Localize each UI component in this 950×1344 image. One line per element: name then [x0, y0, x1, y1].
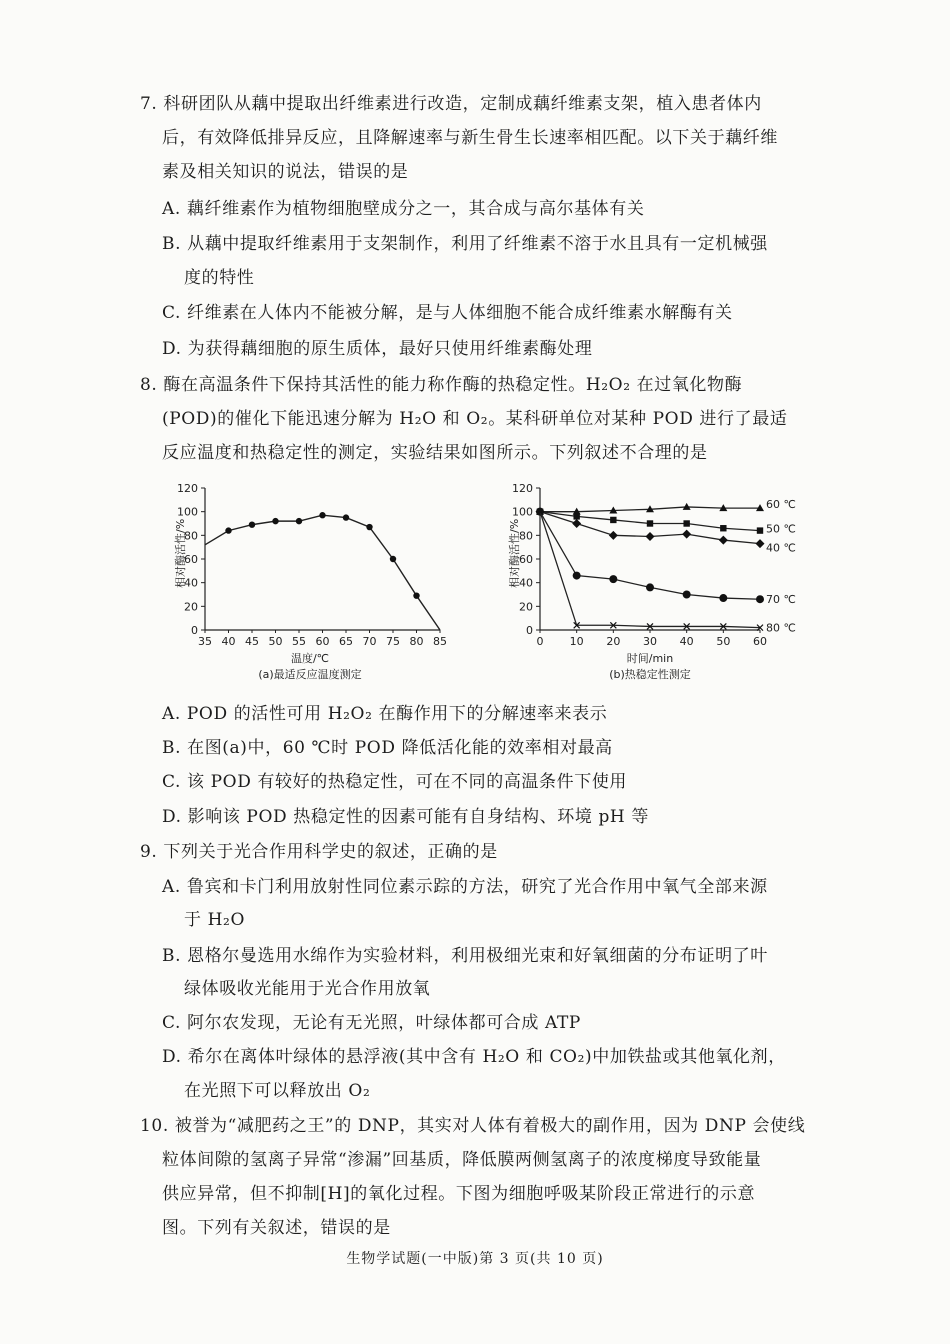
- chart-b-xtick-label: 30: [643, 635, 657, 648]
- chart-a-xtick-label: 45: [245, 635, 259, 648]
- chart-a-xlabel: 温度/℃: [290, 652, 330, 665]
- chart-b-point: [646, 583, 654, 591]
- chart-b-point: [756, 595, 764, 603]
- chart-b-ytick-label: 0: [526, 624, 533, 637]
- chart-b-point: [572, 519, 581, 528]
- chart-b-point: [646, 532, 655, 541]
- chart-b-ytick-label: 120: [512, 482, 533, 495]
- chart-b-xtick-label: 10: [569, 635, 584, 648]
- chart-a-xtick-label: 85: [433, 635, 447, 648]
- chart-a-ylabel: 相对酶活性/%: [174, 518, 187, 588]
- chart-b-title: (b)热稳定性测定: [609, 668, 691, 681]
- chart-b-point: [683, 520, 689, 526]
- q8-line-2: (POD)的催化下能迅速分解为 H₂O 和 O₂。某科研单位对某种 POD 进行了最适: [162, 409, 788, 429]
- q9-option-b: B. 恩格尔曼选用水绵作为实验材料，利用极细光束和好氧细菌的分布证明了叶: [162, 946, 768, 966]
- chart-a-xtick-label: 75: [386, 635, 400, 648]
- chart-a-title: (a)最适反应温度测定: [258, 668, 362, 681]
- q9-option-a: A. 鲁宾和卡门利用放射性同位素示踪的方法，研究了光合作用中氧气全部来源: [162, 877, 768, 897]
- chart-a-xtick-label: 80: [409, 635, 424, 648]
- q8-option-b: B. 在图(a)中，60 ℃时 POD 降低活化能的效率相对最高: [162, 738, 613, 758]
- chart-a-point: [413, 592, 419, 598]
- chart-b-point: [573, 513, 579, 519]
- page-footer: 生物学试题(一中版)第 3 页(共 10 页): [346, 1251, 604, 1267]
- chart-a-ytick-label: 40: [184, 576, 198, 590]
- chart-optimal-temperature: [160, 478, 460, 696]
- chart-b-series-label: 60 ℃: [766, 498, 796, 512]
- chart-b-ytick-label: 60: [519, 553, 533, 566]
- chart-a-xtick-label: 60: [315, 635, 330, 648]
- chart-thermal-stability: [500, 478, 820, 696]
- chart-b-point: [647, 520, 653, 526]
- chart-b-xtick-label: 0: [536, 635, 544, 648]
- q9-option-c: C. 阿尔农发现，无论有无光照，叶绿体都可合成 ATP: [162, 1013, 581, 1033]
- chart-a-series-line: [205, 515, 440, 630]
- q7-line-2: 后，有效降低排异反应，且降解速率与新生骨生长速率相匹配。以下关于藕纤维: [162, 128, 778, 148]
- chart-b-point: [720, 525, 726, 531]
- q9-option-b-cont: 绿体吸收光能用于光合作用放氧: [184, 979, 431, 999]
- q10-line-2: 粒体间隙的氢离子异常“渗漏”回基质，降低膜两侧氢离子的浓度梯度导致能量: [162, 1150, 762, 1170]
- chart-a-point: [249, 521, 255, 527]
- chart-b-point: [609, 531, 618, 540]
- chart-b-point: [719, 536, 728, 545]
- q10-line-1: 10. 被誉为“减肥药之王”的 DNP，其实对人体有着极大的副作用，因为 DNP 会使线: [140, 1116, 806, 1136]
- q8-option-c: C. 该 POD 有较好的热稳定性，可在不同的高温条件下使用: [162, 772, 628, 792]
- chart-b-point: [609, 575, 617, 583]
- q10-line-4: 图。下列有关叙述，错误的是: [162, 1218, 391, 1238]
- chart-b-xtick-label: 50: [716, 635, 731, 648]
- chart-b-ytick-label: 80: [519, 529, 533, 543]
- chart-b-point: [683, 591, 691, 599]
- chart-a-xtick-label: 55: [292, 635, 306, 648]
- chart-a-ytick-label: 60: [184, 553, 198, 566]
- chart-a-xtick-label: 65: [339, 635, 353, 648]
- q7-option-a: A. 藕纤维素作为植物细胞壁成分之一，其合成与高尔基体有关: [162, 199, 645, 219]
- chart-b-point: [719, 594, 727, 602]
- chart-b-point: [682, 530, 691, 539]
- chart-b-series-label: 40 ℃: [766, 541, 796, 555]
- chart-a-ytick-label: 80: [184, 529, 198, 543]
- chart-a-ytick-label: 100: [177, 505, 198, 519]
- chart-a-xtick-label: 50: [268, 635, 283, 648]
- q10-line-3: 供应异常，但不抑制[H]的氧化过程。下图为细胞呼吸某阶段正常进行的示意: [162, 1184, 756, 1204]
- chart-a-xtick-label: 40: [221, 635, 236, 648]
- q7-option-b: B. 从藕中提取纤维素用于支架制作，利用了纤维素不溶于水且具有一定机械强: [162, 234, 768, 254]
- chart-a-point: [296, 518, 302, 524]
- chart-b-point: [573, 572, 581, 580]
- chart-b-series-label: 80 ℃: [766, 621, 796, 635]
- chart-b-xlabel: 时间/min: [626, 652, 674, 665]
- q7-option-d: D. 为获得藕细胞的原生质体，最好只使用纤维素酶处理: [162, 339, 593, 359]
- q8-option-a: A. POD 的活性可用 H₂O₂ 在酶作用下的分解速率来表示: [162, 704, 608, 724]
- chart-b-series-label: 50 ℃: [766, 522, 796, 536]
- q9-line-1: 9. 下列关于光合作用科学史的叙述，正确的是: [140, 842, 498, 862]
- chart-a-point: [225, 527, 231, 533]
- chart-a-point: [366, 524, 372, 530]
- chart-b-point: [757, 527, 763, 533]
- chart-b-xtick-label: 40: [679, 635, 694, 648]
- q9-option-a-cont: 于 H₂O: [184, 910, 245, 930]
- chart-b-ytick-label: 20: [519, 600, 533, 614]
- chart-b-ytick-label: 100: [512, 505, 533, 519]
- q9-option-d: D. 希尔在离体叶绿体的悬浮液(其中含有 H₂O 和 CO₂)中加铁盐或其他氧化剂，: [162, 1047, 786, 1067]
- chart-b-xtick-label: 20: [606, 635, 621, 648]
- q8-line-3: 反应温度和热稳定性的测定，实验结果如图所示。下列叙述不合理的是: [162, 443, 708, 463]
- chart-b-point: [610, 517, 616, 523]
- chart-b-xtick-label: 60: [753, 635, 767, 648]
- chart-b-series-label: 70 ℃: [766, 593, 796, 607]
- q7-line-1: 7. 科研团队从藕中提取出纤维素进行改造，定制成藕纤维素支架，植入患者体内: [140, 94, 762, 114]
- chart-a-ytick-label: 20: [184, 600, 198, 614]
- chart-a-ytick-label: 120: [177, 482, 198, 495]
- q7-option-c: C. 纤维素在人体内不能被分解，是与人体细胞不能合成纤维素水解酶有关: [162, 303, 733, 323]
- chart-a-xtick-label: 35: [198, 635, 212, 648]
- q8-option-d: D. 影响该 POD 热稳定性的因素可能有自身结构、环境 pH 等: [162, 807, 649, 827]
- chart-a-ytick-label: 0: [191, 624, 198, 637]
- chart-a-point: [390, 556, 396, 562]
- q7-line-3: 素及相关知识的说法，错误的是: [162, 162, 409, 182]
- chart-b-ytick-label: 40: [519, 576, 533, 590]
- chart-a-point: [343, 514, 349, 520]
- q8-line-1: 8. 酶在高温条件下保持其活性的能力称作酶的热稳定性。H₂O₂ 在过氧化物酶: [140, 375, 743, 395]
- q9-option-d-cont: 在光照下可以释放出 O₂: [184, 1081, 371, 1101]
- chart-a-point: [272, 518, 278, 524]
- chart-b-point: [756, 539, 765, 548]
- chart-a-point: [319, 512, 325, 518]
- chart-b-ylabel: 相对酶活性/%: [508, 518, 521, 588]
- chart-a-xtick-label: 70: [362, 635, 377, 648]
- q7-option-b-cont: 度的特性: [184, 268, 255, 288]
